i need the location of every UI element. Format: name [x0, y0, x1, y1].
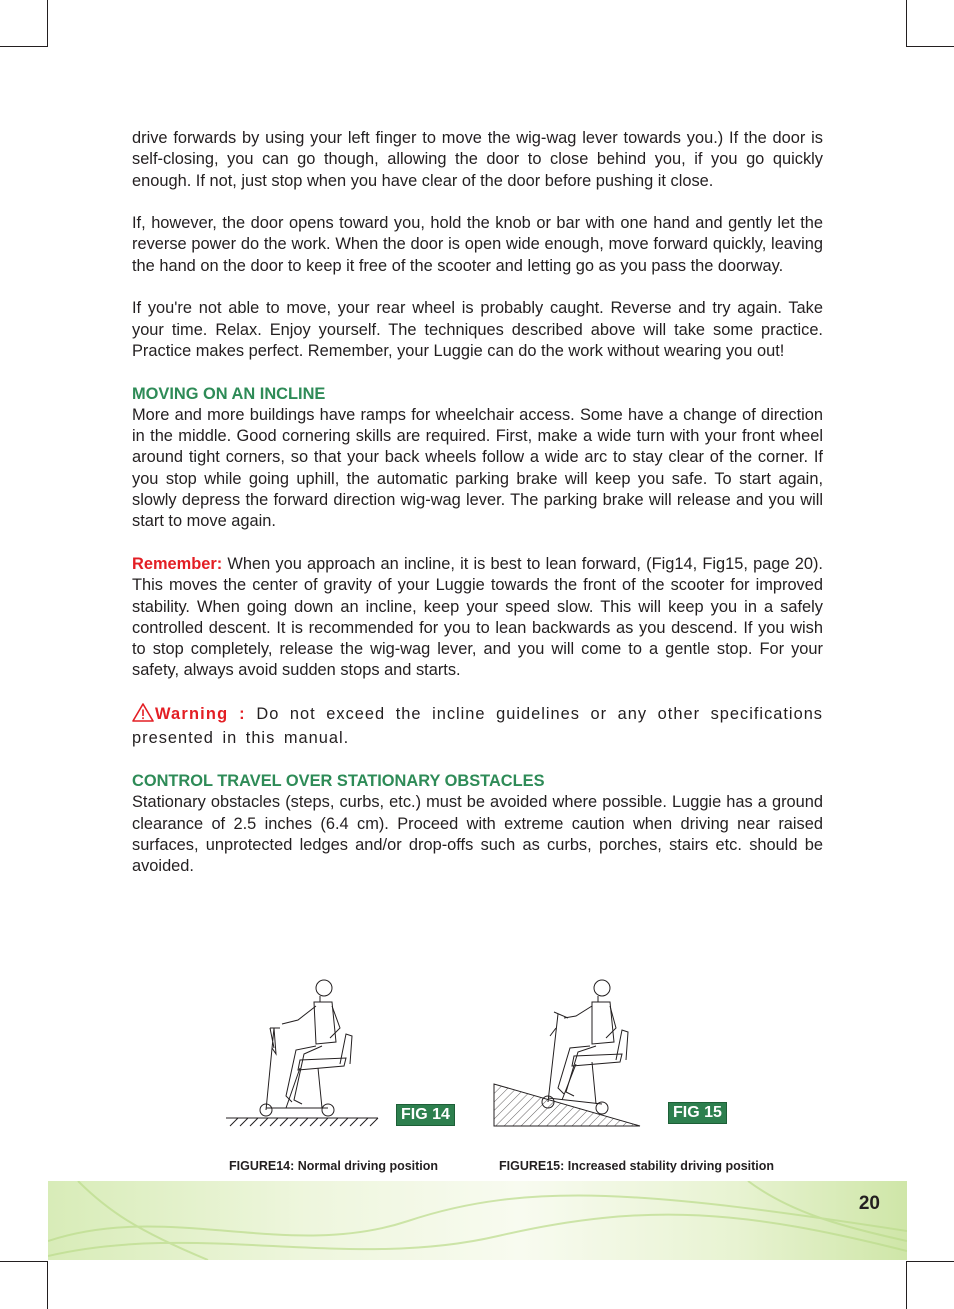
paragraph: Stationary obstacles (steps, curbs, etc.) must be avoided where possible. Luggie has a ground clearance of 2.5 inches (6.4 cm). Proceed with extreme caution when driving near raised surfaces, unprotected ledges and/or drop-offs such as curbs, porches, stairs etc. should be avoided. [132, 793, 823, 876]
figure-14-caption: FIGURE14: Normal driving position [229, 1159, 439, 1173]
crop-mark [906, 1261, 907, 1309]
crop-mark [0, 46, 48, 47]
figure-14-illustration [226, 968, 386, 1128]
remember-text: When you approach an incline, it is best to lean forward, (Fig14, Fig15, page 20). This moves the center of gravity of your Luggie towards the front of the scooter for improved stability. When going down an incline, keep your speed slow. This will keep you in a safely controlled descent. It is recommended for you to lean backwards as you descend. If you wish to stop completely, release the wig-wag lever, and you will come to a gentle stop. For your safety, always avoid sudden stops and starts. [132, 554, 823, 680]
body-text [132, 128, 823, 877]
crop-mark [906, 1261, 954, 1262]
fig-14-badge: FIG 14 [396, 1104, 455, 1126]
scooter-rider-incline-icon [492, 968, 652, 1128]
footer-decorative-band [48, 1181, 907, 1260]
crop-mark [47, 0, 48, 47]
crop-mark [906, 46, 954, 47]
warning-triangle-icon [132, 703, 154, 728]
section-heading-obstacles: CONTROL TRAVEL OVER STATIONARY OBSTACLES [132, 771, 545, 790]
remember-label: Remember: [132, 554, 223, 573]
warning-paragraph [132, 703, 823, 750]
warning-text: Do not exceed the incline guidelines or any other specifications presented in this manual. [132, 705, 823, 748]
paragraph: If, however, the door opens toward you, hold the knob or bar with one hand and gently let the reverse power do the work. When the door is open wide enough, move forward quickly, leaving the hand on the door to keep it free of the scooter and letting go as you pass the doorway. [132, 214, 823, 275]
figure-15-illustration [492, 968, 652, 1128]
leaf-pattern-icon [48, 1181, 907, 1260]
crop-mark [47, 1261, 48, 1309]
paragraph: If you're not able to move, your rear wheel is probably caught. Reverse and try again. Take your time. Relax. Enjoy yourself. The techniques described above will take some practice. Practice makes perfect. Remember, your Luggie can do the work without wearing you out! [132, 299, 823, 360]
scooter-rider-level-icon [226, 968, 386, 1128]
warning-label: Warning : [155, 705, 246, 724]
section-heading-incline: MOVING ON AN INCLINE [132, 384, 326, 403]
figure-15-caption: FIGURE15: Increased stability driving position [499, 1159, 775, 1173]
remember-paragraph [132, 554, 823, 682]
crop-mark [906, 0, 907, 47]
page-number: 20 [858, 1193, 880, 1214]
paragraph: More and more buildings have ramps for wheelchair access. Some have a change of direction in the middle. Good cornering skills are required. First, make a wide turn with your front wheel around tight corners, so that your back wheels follow a wide arc to stay clear of the corner. If you stop while going uphill, the automatic parking brake will keep you safe. To start again, slowly depress the forward direction wig-wag lever. The parking brake will release and you will start to move again. [132, 405, 823, 531]
crop-mark [0, 1261, 48, 1262]
fig-15-badge: FIG 15 [668, 1102, 727, 1124]
paragraph: drive forwards by using your left finger to move the wig-wag lever towards you.) If the door is self-closing, you can go though, allowing the door to close behind you, if you go quickly enough. If not, just stop when you have clear of the door before pushing it close. [132, 129, 823, 190]
